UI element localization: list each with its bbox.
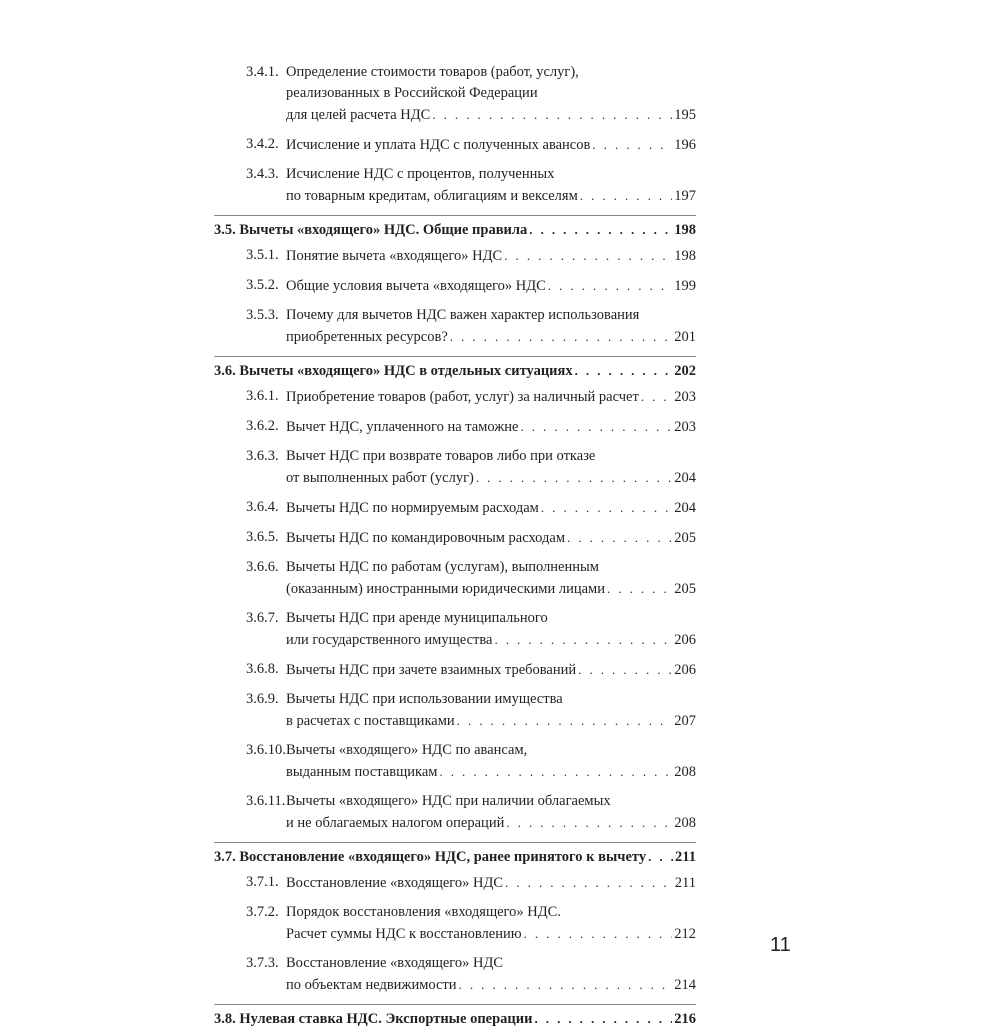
toc-entry-number: 3.6.10. xyxy=(246,742,286,758)
toc-entry-text: Вычеты «входящего» НДС в отдельных ситуациях xyxy=(239,363,573,379)
toc-entry-line xyxy=(286,872,696,894)
toc-entry-page: 211 xyxy=(675,849,696,865)
toc-entry-line xyxy=(286,467,696,489)
toc-entry-title: Вычеты НДС при зачете взаимных требований xyxy=(286,662,577,678)
dot-leader xyxy=(580,185,672,206)
toc-entry-line xyxy=(286,134,696,156)
toc-entry-line xyxy=(286,710,696,732)
toc-entry-title: Восстановление «входящего» НДС xyxy=(286,875,504,891)
toc-entry-page: 204 xyxy=(674,500,696,516)
toc-section-entry[interactable] xyxy=(214,846,696,868)
dot-leader xyxy=(607,578,672,599)
toc-entry-line xyxy=(286,416,696,438)
toc-entry-title: Исчисление НДС с процентов, полученных xyxy=(286,166,555,182)
toc-entry-number: 3.6.3. xyxy=(246,448,279,464)
section-divider xyxy=(214,356,696,357)
toc-entry-number: 3.5.2. xyxy=(246,277,279,293)
toc-subsection-entry[interactable] xyxy=(214,497,696,519)
toc-subsection-entry[interactable] xyxy=(214,386,696,408)
dot-leader xyxy=(578,659,672,680)
dot-leader xyxy=(521,416,673,437)
toc-subsection-entry[interactable] xyxy=(214,134,696,156)
toc-entry-title: Вычеты «входящего» НДС при наличии облагаемых xyxy=(286,793,611,809)
toc-entry-number: 3.6.6. xyxy=(246,559,279,575)
toc-entry-line xyxy=(286,689,696,710)
toc-entry-title: Расчет суммы НДС к восстановлению xyxy=(286,926,522,942)
toc-entry-title: по товарным кредитам, облигациям и векселям xyxy=(286,188,578,204)
dot-leader xyxy=(524,923,673,944)
toc-entry-text: Вычеты «входящего» НДС. Общие правила xyxy=(239,222,528,238)
toc-entry-page: 197 xyxy=(674,188,696,204)
toc-entry-line xyxy=(286,953,696,974)
toc-subsection-entry[interactable] xyxy=(214,62,696,126)
toc-entry-title: выданным поставщикам xyxy=(286,764,438,780)
toc-entry-title xyxy=(214,847,646,868)
toc-entry-line xyxy=(286,245,696,267)
toc-entry-number: 3.5. xyxy=(214,222,236,238)
toc-subsection-entry[interactable] xyxy=(214,902,696,945)
section-divider xyxy=(214,1004,696,1005)
toc-subsection-entry[interactable] xyxy=(214,953,696,996)
dot-leader xyxy=(505,872,673,893)
toc-entry-number: 3.7.2. xyxy=(246,904,279,920)
toc-entry-page: 205 xyxy=(674,581,696,597)
dot-leader xyxy=(494,629,672,650)
toc-entry-page: 196 xyxy=(674,137,696,153)
toc-entry-line xyxy=(286,164,696,185)
toc-entry-page: 206 xyxy=(674,662,696,678)
toc-entry-number: 3.4.1. xyxy=(246,64,279,80)
dot-leader xyxy=(548,275,672,296)
toc-subsection-entry[interactable] xyxy=(214,305,696,348)
toc-entry-number: 3.6. xyxy=(214,363,236,379)
toc-entry-line xyxy=(286,326,696,348)
toc-entry-title: Порядок восстановления «входящего» НДС. xyxy=(286,904,561,920)
toc-entry-line xyxy=(286,629,696,651)
toc-entry-page: 208 xyxy=(674,764,696,780)
toc-entry-page: 204 xyxy=(674,470,696,486)
toc-entry-title: Определение стоимости товаров (работ, услуг), xyxy=(286,64,579,80)
toc-entry-number: 3.6.1. xyxy=(246,388,279,404)
toc-subsection-entry[interactable] xyxy=(214,446,696,489)
toc-entry-line xyxy=(286,761,696,783)
toc-entry-line xyxy=(286,305,696,326)
toc-entry-line xyxy=(286,446,696,467)
dot-leader xyxy=(504,245,672,266)
toc-entry-page: 207 xyxy=(674,713,696,729)
toc-entry-title: Вычет НДС при возврате товаров либо при отказе xyxy=(286,448,596,464)
toc-entry-line xyxy=(286,578,696,600)
toc-entry-title: Восстановление «входящего» НДС xyxy=(286,955,504,971)
toc-entry-line xyxy=(286,974,696,996)
toc-entry-page: 214 xyxy=(674,977,696,993)
toc-entry-line xyxy=(214,360,696,382)
dot-leader xyxy=(567,527,672,548)
toc-entry-title: Вычеты «входящего» НДС по авансам, xyxy=(286,742,528,758)
toc-entry-number: 3.8. xyxy=(214,1011,236,1027)
toc-entry-title: Приобретение товаров (работ, услуг) за наличный расчет xyxy=(286,389,639,405)
toc-section-entry[interactable] xyxy=(214,219,696,241)
toc-entry-page: 198 xyxy=(674,222,696,238)
toc-entry-number: 3.6.9. xyxy=(246,691,279,707)
toc-entry-title: Вычеты НДС по работам (услугам), выполненным xyxy=(286,559,599,575)
toc-entry-page: 195 xyxy=(674,107,696,123)
dot-leader xyxy=(432,104,672,125)
toc-subsection-entry[interactable] xyxy=(214,872,696,894)
toc-entry-line xyxy=(286,812,696,834)
toc-entry-page: 212 xyxy=(674,926,696,942)
dot-leader xyxy=(592,134,672,155)
toc-entry-title: Исчисление и уплата НДС с полученных авансов xyxy=(286,137,591,153)
dot-leader xyxy=(529,219,672,240)
toc-entry-page: 203 xyxy=(674,419,696,435)
toc-entry-line xyxy=(286,659,696,681)
toc-subsection-entry[interactable] xyxy=(214,164,696,207)
toc-entry-number: 3.5.3. xyxy=(246,307,279,323)
toc-entry-page: 201 xyxy=(674,329,696,345)
toc-entry-title xyxy=(214,1009,532,1030)
toc-entry-number: 3.6.2. xyxy=(246,418,279,434)
toc-entry-page: 205 xyxy=(674,530,696,546)
section-divider xyxy=(214,215,696,216)
toc-entry-page: 208 xyxy=(674,815,696,831)
toc-entry-page: 198 xyxy=(674,248,696,264)
toc-entry-page: 199 xyxy=(674,278,696,294)
toc-entry-number: 3.5.1. xyxy=(246,247,279,263)
toc-subsection-entry[interactable] xyxy=(214,416,696,438)
page-number: 11 xyxy=(770,934,791,956)
toc-entry-line xyxy=(214,1008,696,1030)
toc-entry-page: 216 xyxy=(674,1011,696,1027)
toc-entry-title: (оказанным) иностранными юридическими лицами xyxy=(286,581,605,597)
table-of-contents xyxy=(214,62,696,1034)
toc-section-entry[interactable] xyxy=(214,360,696,382)
toc-entry-title: реализованных в Российской Федерации xyxy=(286,85,538,101)
toc-entry-number: 3.6.7. xyxy=(246,610,279,626)
dot-leader xyxy=(506,812,672,833)
toc-entry-text: Восстановление «входящего» НДС, ранее принятого к вычету xyxy=(239,849,647,865)
toc-entry-line xyxy=(214,846,696,868)
toc-subsection-entry[interactable] xyxy=(214,527,696,549)
toc-entry-line xyxy=(214,219,696,241)
dot-leader xyxy=(641,386,672,407)
toc-subsection-entry[interactable] xyxy=(214,608,696,651)
dot-leader xyxy=(648,846,673,867)
dot-leader xyxy=(457,710,673,731)
toc-entry-line xyxy=(286,902,696,923)
toc-entry-title xyxy=(214,361,573,382)
toc-section-entry[interactable] xyxy=(214,1008,696,1030)
toc-entry-title: Понятие вычета «входящего» НДС xyxy=(286,248,503,264)
dot-leader xyxy=(459,974,673,995)
toc-entry-title: и не облагаемых налогом операций xyxy=(286,815,505,831)
dot-leader xyxy=(476,467,672,488)
toc-entry-number: 3.7.1. xyxy=(246,874,279,890)
toc-entry-line xyxy=(286,386,696,408)
toc-entry-line xyxy=(286,923,696,945)
toc-entry-title: Почему для вычетов НДС важен характер использования xyxy=(286,307,640,323)
toc-entry-page: 206 xyxy=(674,632,696,648)
toc-entry-title: по объектам недвижимости xyxy=(286,977,457,993)
toc-entry-title: Вычеты НДС по нормируемым расходам xyxy=(286,500,539,516)
toc-entry-title: Вычеты НДС при использовании имущества xyxy=(286,691,563,707)
toc-subsection-entry[interactable] xyxy=(214,689,696,732)
toc-entry-page: 203 xyxy=(674,389,696,405)
toc-entry-line xyxy=(286,557,696,578)
toc-entry-number: 3.6.8. xyxy=(246,661,279,677)
toc-entry-number: 3.6.5. xyxy=(246,529,279,545)
toc-subsection-entry[interactable] xyxy=(214,557,696,600)
toc-entry-number: 3.4.3. xyxy=(246,166,279,182)
toc-entry-title: для целей расчета НДС xyxy=(286,107,431,123)
toc-entry-page: 211 xyxy=(674,875,696,891)
toc-entry-line xyxy=(286,62,696,83)
toc-subsection-entry[interactable] xyxy=(214,659,696,681)
toc-entry-line xyxy=(286,527,696,549)
toc-subsection-entry[interactable] xyxy=(214,245,696,267)
toc-entry-line xyxy=(286,275,696,297)
toc-entry-number: 3.4.2. xyxy=(246,136,279,152)
dot-leader xyxy=(541,497,672,518)
toc-subsection-entry[interactable] xyxy=(214,275,696,297)
toc-entry-title: Вычет НДС, уплаченного на таможне xyxy=(286,419,519,435)
toc-entry-line xyxy=(286,740,696,761)
toc-entry-title: Вычеты НДС при аренде муниципального xyxy=(286,610,548,626)
toc-entry-text: Нулевая ставка НДС. Экспортные операции xyxy=(239,1011,533,1027)
dot-leader xyxy=(534,1008,672,1029)
section-divider xyxy=(214,842,696,843)
toc-entry-number: 3.6.11. xyxy=(246,793,286,809)
toc-entry-line xyxy=(286,185,696,207)
toc-entry-title xyxy=(214,220,527,241)
toc-entry-title: Вычеты НДС по командировочным расходам xyxy=(286,530,565,546)
toc-entry-line xyxy=(286,791,696,812)
dot-leader xyxy=(439,761,672,782)
toc-entry-line xyxy=(286,608,696,629)
toc-subsection-entry[interactable] xyxy=(214,791,696,834)
dot-leader xyxy=(575,360,673,381)
toc-entry-number: 3.6.4. xyxy=(246,499,279,515)
toc-entry-title: в расчетах с поставщиками xyxy=(286,713,455,729)
toc-entry-line xyxy=(286,83,696,104)
toc-entry-title: от выполненных работ (услуг) xyxy=(286,470,474,486)
toc-entry-number: 3.7.3. xyxy=(246,955,279,971)
toc-entry-page: 202 xyxy=(674,363,696,379)
toc-entry-line xyxy=(286,497,696,519)
dot-leader xyxy=(450,326,672,347)
toc-subsection-entry[interactable] xyxy=(214,740,696,783)
toc-entry-title: приобретенных ресурсов? xyxy=(286,329,448,345)
toc-entry-number: 3.7. xyxy=(214,849,236,865)
toc-entry-line xyxy=(286,104,696,126)
toc-entry-title: Общие условия вычета «входящего» НДС xyxy=(286,278,546,294)
toc-entry-title: или государственного имущества xyxy=(286,632,493,648)
